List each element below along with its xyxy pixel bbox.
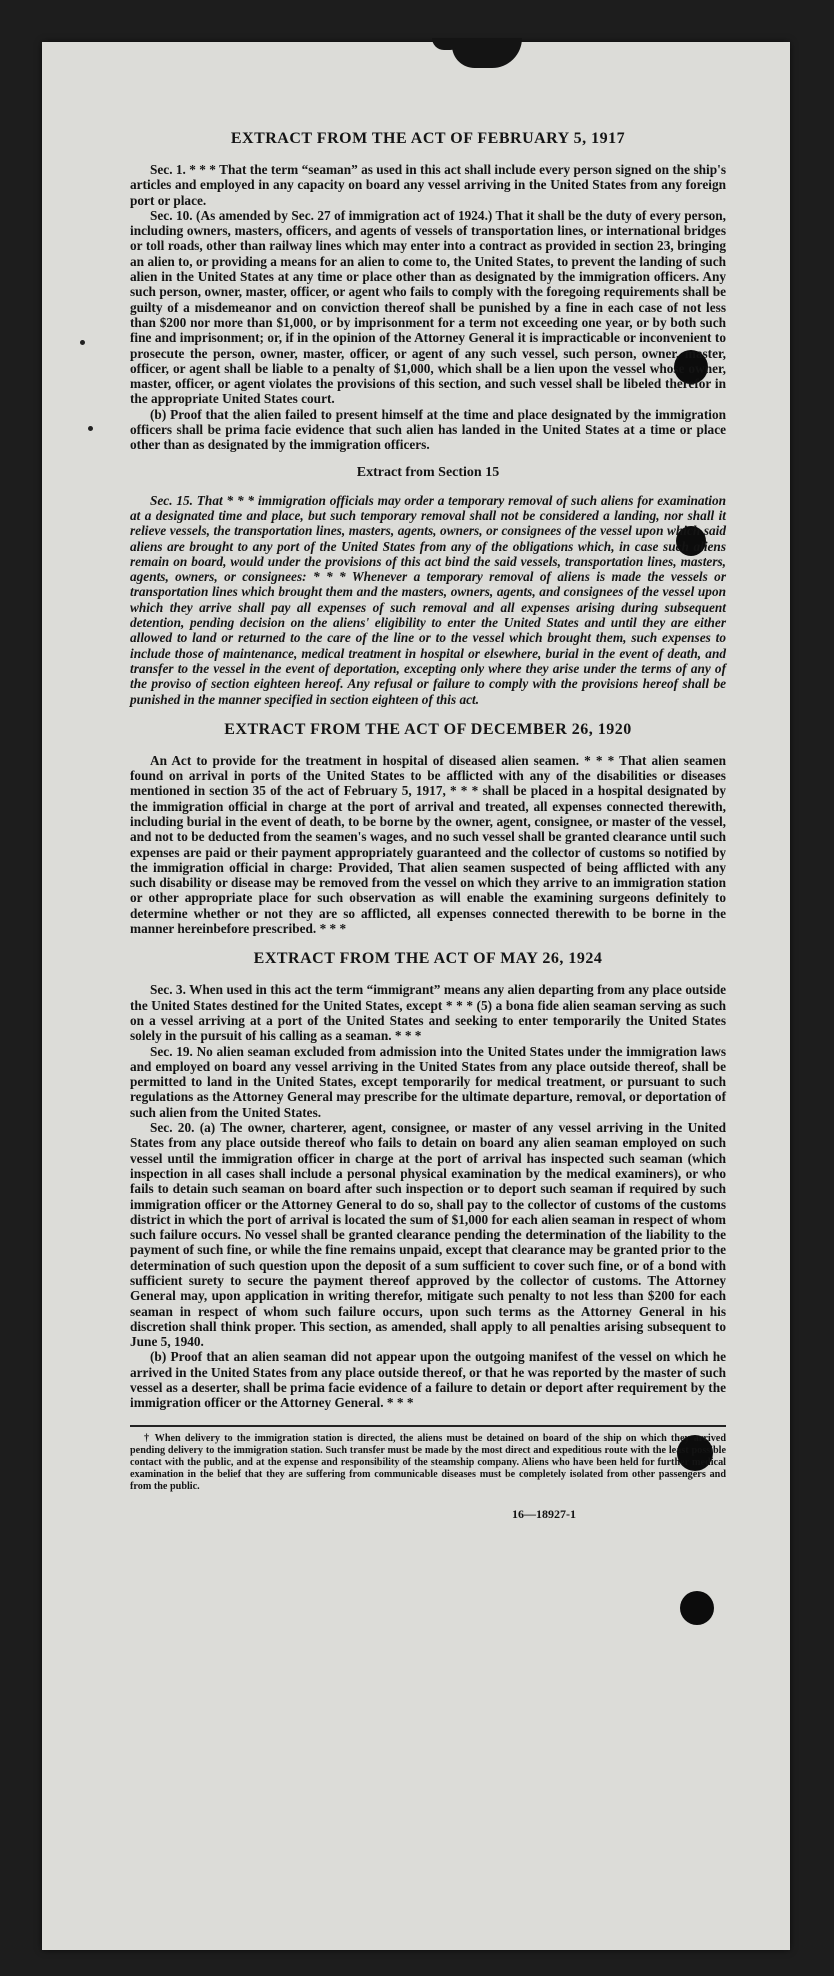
paragraph: (b) Proof that the alien failed to present himself at the time and place designated by the immigration officers shall be prima facie evidence that such alien has landed in the United States at a time or place other than as designated by the immigration officers. bbox=[130, 406, 726, 453]
section-act-1917 bbox=[130, 130, 726, 453]
section-act-1920 bbox=[130, 721, 726, 937]
section-heading: EXTRACT FROM THE ACT OF FEBRUARY 5, 1917 bbox=[230, 130, 626, 147]
section-act-1924 bbox=[130, 950, 726, 1410]
paragraph: Sec. 15. That * * * immigration officials may order a temporary removal of such aliens for examination at a designated time and place, but such temporary removal shall not be considered a landing, nor shall it relieve vessels, the transportation lines, masters, agents, owners, or consignees of the vessel upon which said aliens are brought to any port of the United States from any of the obligations which, in case such aliens remain on board, would under the provisions of this act bind the said vessels, transportation lines, masters, agents, owners, or consignees: * * * Whenever a temporary removal of aliens is made the vessels or transportation lines which brought them and the masters, owners, agents, and consignees of the vessel upon which they arrive shall pay all expenses of such removal and all expenses arising during subsequent detention, pending decision on the aliens' eligibility to enter the United States and until they are either allowed to land or returned to the care of the line or to the vessel which brought them, such expenses to include those of maintenance, medical treatment in hospital or elsewhere, burial in the event of death, and transfer to the vessel in the event of deportation, excepting only where they arise under the terms of any of the proviso of section eighteen hereof. Any refusal or failure to comply with the provisions hereof shall be punished in the manner specified in section eighteen of this act. bbox=[130, 492, 726, 707]
paragraph: Sec. 20. (a) The owner, charterer, agent, consignee, or master of any vessel arriving in the United States from any place outside thereof who fails to detain on board any alien seaman employed on such vessel until the immigration officer in charge at the port of arrival has inspected such seaman (which inspection in all cases shall include a personal physical examination by the medical examiners), or who fails to detain such seaman on board after such inspection or to deport such seaman if required by such immigration officer or the Attorney General to do so, shall pay to the collector of customs of the customs district in which the port of arrival is located the sum of $1,000 for each alien seaman in respect of whom such failure occurs. No vessel shall be granted clearance pending the determination of the liability to the payment of such fine, or while the fine remains unpaid, except that clearance may be granted prior to the determination of such question upon the deposit of a sum sufficient to cover such fine, or of a bond with sufficient surety to secure the payment thereof approved by the collector of customs. The Attorney General may, upon application in writing therefor, mitigate such penalty to not less than $200 for each seaman in respect of whom such failure occurs, upon such terms as the Attorney General in his discretion shall think proper. This section, as amended, shall apply to all penalties arising subsequent to June 5, 1940. bbox=[130, 1120, 726, 1350]
punch-hole bbox=[680, 1591, 714, 1625]
section-extract-15 bbox=[130, 465, 726, 707]
paragraph: Sec. 1. * * * That the term “seaman” as used in this act shall include every person signed on the ship's articles and employed in any capacity on board any vessel arriving in the United States from any foreign port or place. bbox=[130, 162, 726, 208]
section-heading: EXTRACT FROM THE ACT OF DECEMBER 26, 1920 bbox=[224, 720, 632, 738]
section-heading: Extract from Section 15 bbox=[356, 464, 500, 480]
dot-mark bbox=[88, 426, 93, 431]
footnote-text: † When delivery to the immigration station is directed, the aliens must be detained on board of the ship on which they arrived pending delivery to the immigration station. Such transfer must be made by the most direct and expeditious route with the least possible contact with the public, and at the expense and responsibility of the steamship company. Aliens who have been held for further medical examination in the belief that they are suffering from communicable diseases must be completely isolated from other passengers and from the public. bbox=[130, 1432, 726, 1492]
paragraph: (b) Proof that an alien seaman did not appear upon the outgoing manifest of the vessel on which he arrived in the United States from any place outside thereof, or that he was reported by the master of such vessel as a deserter, shall be prima facie evidence of a failure to detain or deport after requirement by the immigration officer or the Attorney General. * * * bbox=[130, 1349, 726, 1411]
document-body bbox=[130, 130, 726, 1522]
footnote bbox=[130, 1433, 726, 1493]
paragraph: Sec. 19. No alien seaman excluded from admission into the United States under the immigration laws and employed on board any vessel arriving in the United States from any place outside thereof, shall be permitted to land in the United States, except temporarily for medical treatment, or pursuant to such regulations as the Attorney General may prescribe for the ultimate departure, removal, or deportation of such alien from the United States. bbox=[130, 1043, 726, 1120]
paragraph: An Act to provide for the treatment in hospital of diseased alien seamen. * * * That alien seamen found on arrival in ports of the United States to be afflicted with any of the disabilities or diseases mentioned in section 35 of the act of February 5, 1917, * * * shall be placed in a hospital designated by the immigration official in charge at the port of arrival and treated, all expenses connected therewith, including burial in the event of death, to be borne by the owner, agent, consignee, or master of the vessel, and not to be deducted from the seamen's wages, and no such vessel shall be granted clearance until such expenses are paid or their payment appropriately guaranteed and the collector of customs so notified by the immigration official in charge: Provided, That alien seamen suspected of being afflicted with any such disability or disease may be removed from the vessel on which they arrive to an immigration station or other appropriate place for such observation as will enable the examining surgeons definitely to determine whether or not they are so afflicted, all expenses connected therewith to be borne in the manner hereinbefore prescribed. * * * bbox=[130, 752, 726, 937]
paragraph: Sec. 10. (As amended by Sec. 27 of immigration act of 1924.) That it shall be the duty of every person, including owners, masters, officers, and agents of vessels of transportation lines, or international bridges or toll roads, other than railway lines which may enter into a contract as provided in section 23, bringing an alien to, or providing a means for an alien to come to, the United States, to prevent the landing of such alien in the United States at any time or place other than as designated by the immigration officers. Any such person, owner, master, officer, or agent who fails to comply with the foregoing requirements shall be guilty of a misdemeanor and on conviction thereof shall be punished by a fine in each case of not less than $200 nor more than $1,000, or by imprisonment for a term not exceeding one year, or by both such fine and imprisonment; or, if in the opinion of the Attorney General it is impracticable or inconvenient to prosecute the person, owner, master, officer, or agent of any such vessel, such person, owner, master, officer, or agent shall be liable to a penalty of $1,000, which shall be a lien upon the vessel whose owner, master, officer, or agent violates the provisions of this section, and such vessel shall be libeled therefor in the appropriate United States court. bbox=[130, 207, 726, 407]
torn-edge bbox=[452, 38, 522, 68]
dot-mark bbox=[80, 340, 85, 345]
divider bbox=[130, 1425, 726, 1427]
form-number: 16—18927-1 bbox=[512, 1506, 576, 1521]
paragraph: Sec. 3. When used in this act the term “immigrant” means any alien departing from any place outside the United States destined for the United States, except * * * (5) a bona fide alien seaman serving as such on a vessel arriving at a port of the United States and seeking to enter temporarily the United States solely in the pursuit of his calling as a seaman. * * * bbox=[130, 982, 726, 1044]
section-heading: EXTRACT FROM THE ACT OF MAY 26, 1924 bbox=[253, 950, 603, 968]
document-page bbox=[42, 42, 790, 1950]
